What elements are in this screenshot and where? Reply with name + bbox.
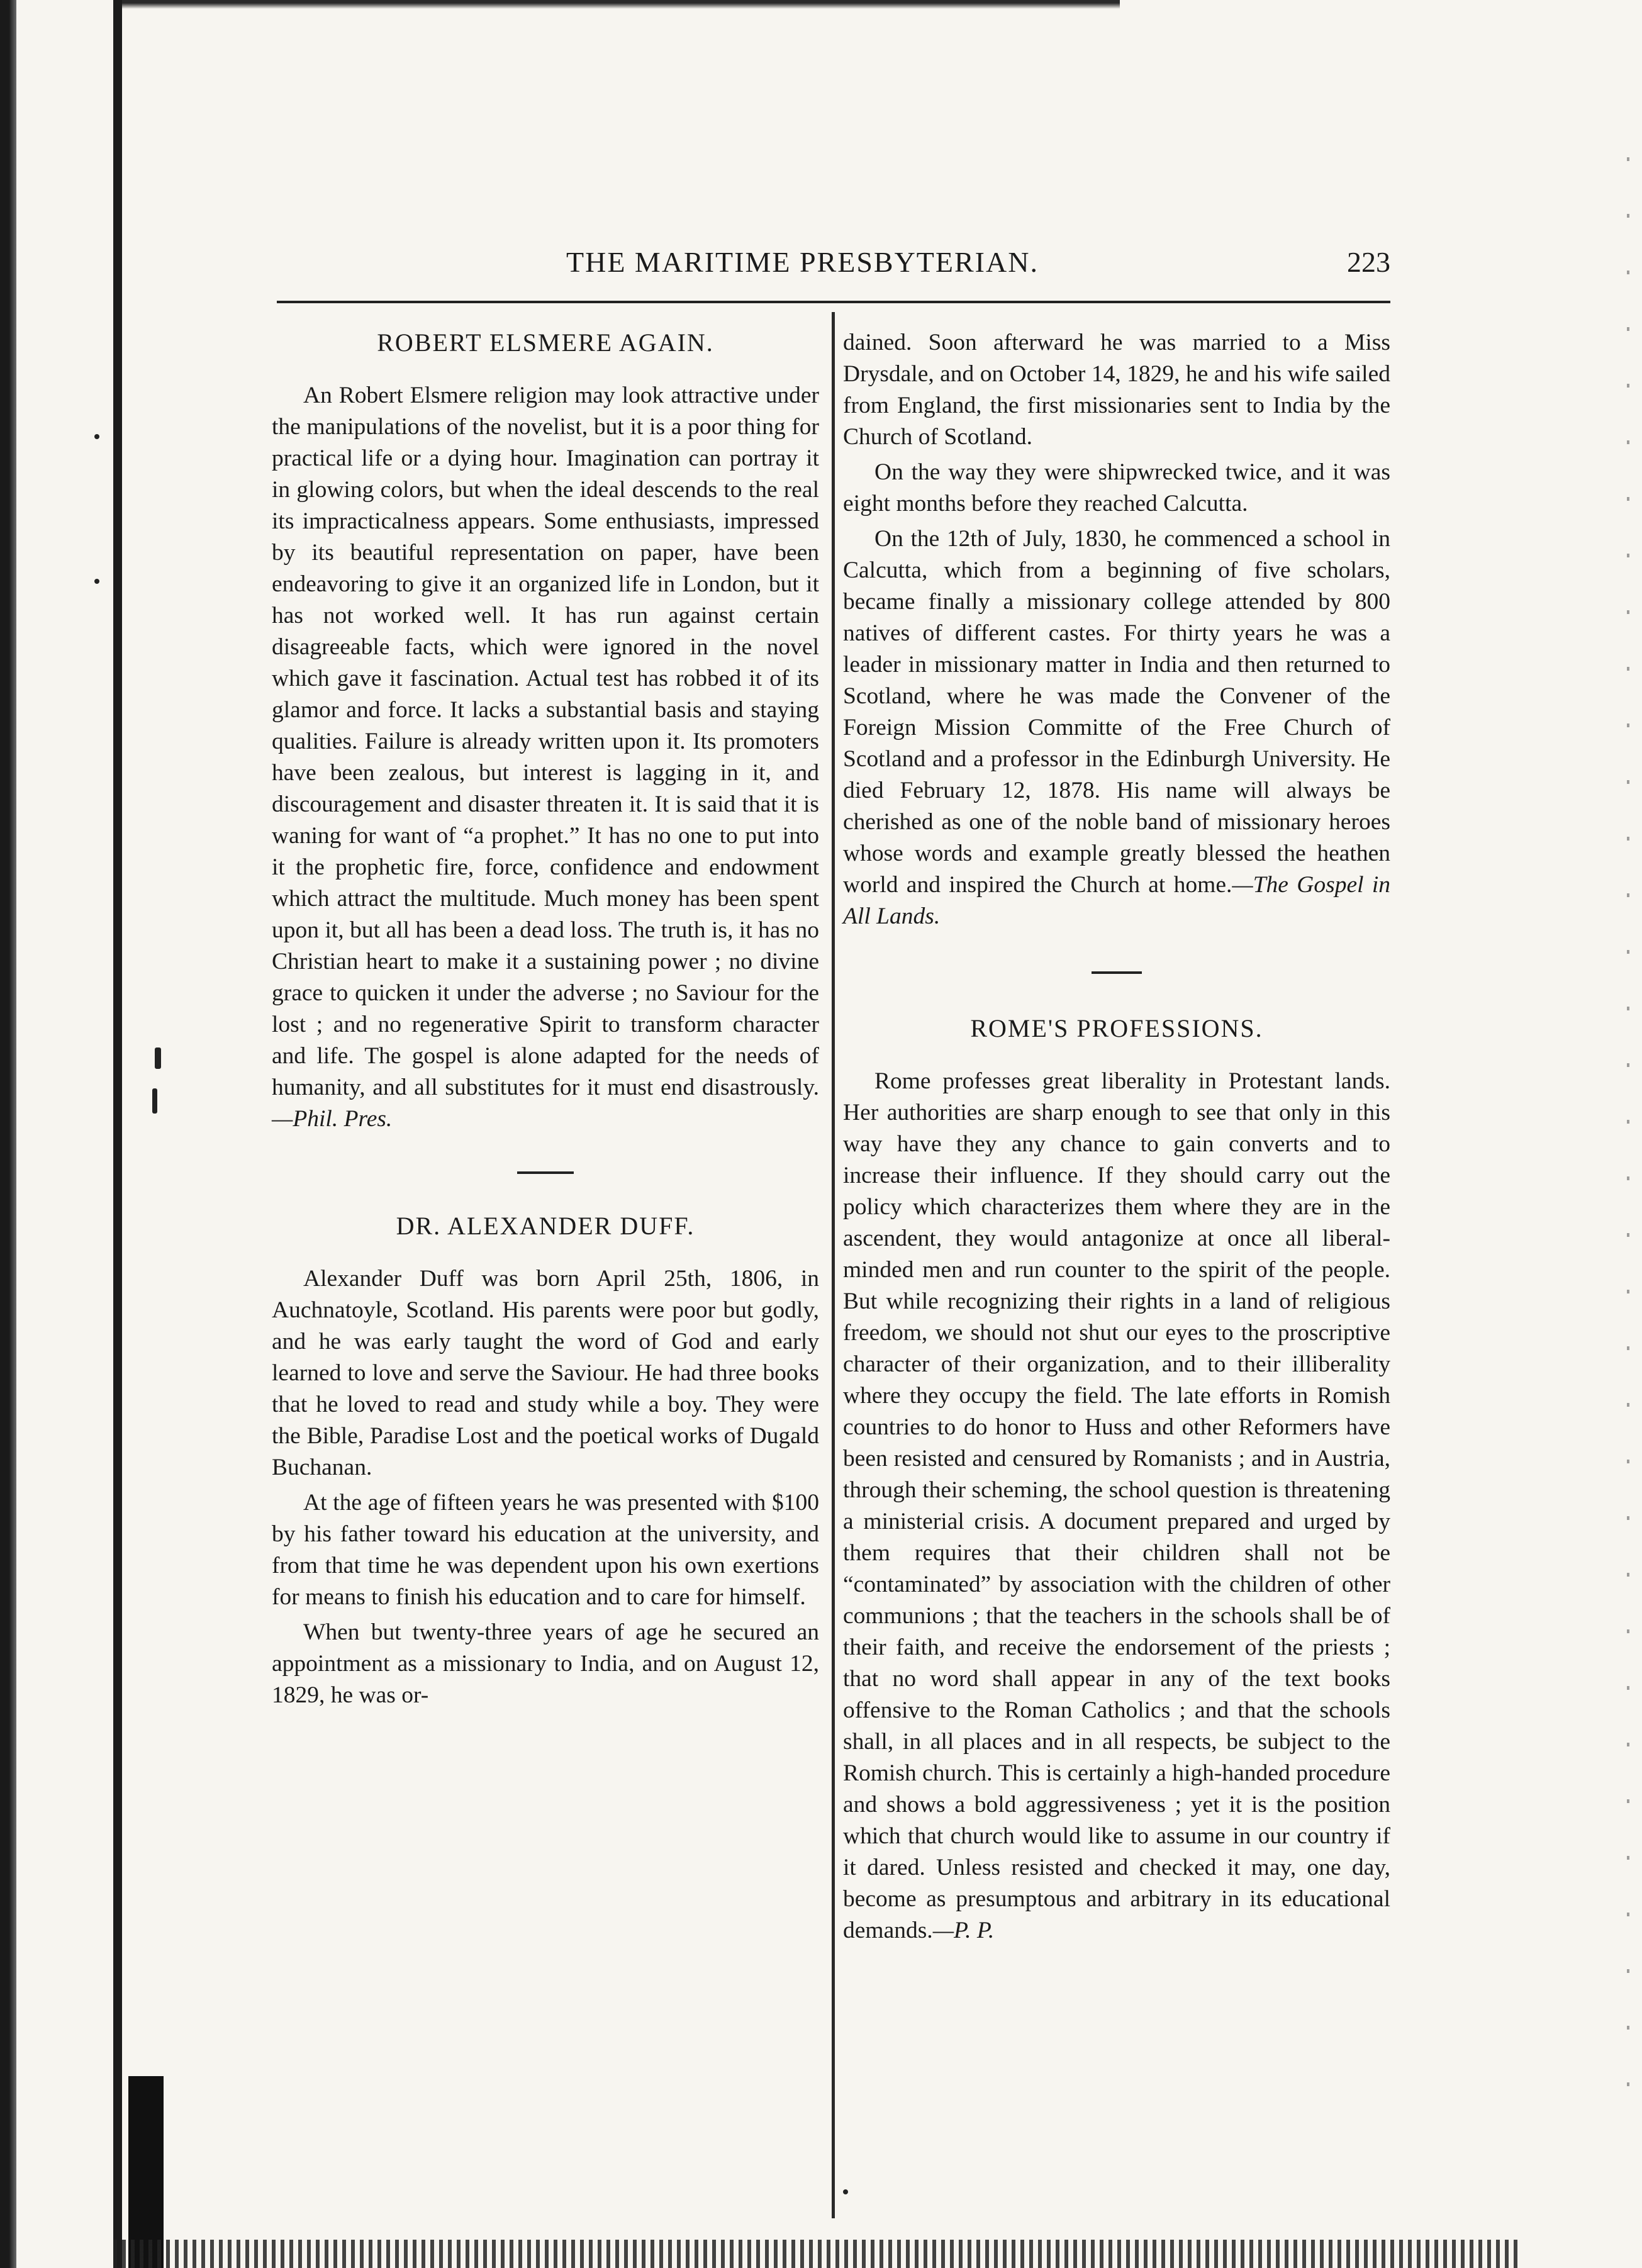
- scan-right-speckle: [1627, 157, 1629, 2108]
- header-rule: [277, 301, 1390, 303]
- scan-speck: [843, 2189, 848, 2194]
- article-separator: [1092, 971, 1142, 974]
- article-paragraph: At the age of fifteen years he was presented with $100 by his father toward his education at the university, and from that time he was dependent upon his own exertions for means to finish his education and to care for himself.: [272, 1490, 819, 1610]
- article-paragraph: [843, 523, 1390, 932]
- article-body-text: An Robert Elsmere religion may look attractive under the manipulations of the novelist, but it is a poor thing for practical life or a dying hour. Imagination can portray it in glowing colors, but when the ideal descends to the real its impracticalness appears. Some enthusiasts, impressed by its beautiful representation on paper, have been endeavoring to give it an organized life in London, but it has not worked well. It has run against certain disagreeable facts, which were ignored in the novel which gave it fascination. Actual test has robbed it of its glamor and force. It lacks a substantial basis and staying qualities. Failure is already written upon it. Its promoters have been zealous, but interest is lagging in it, and discouragement and disaster threaten it. It is said that it is waning for want of “a prophet.” It has no one to put into it the prophetic fire, force, confidence and endowment which attract the multitude. Much money has been spent upon it, but all has been a dead loss. The truth is, it has no Christian heart to make it a sustaining power ; no divine grace to quicken it under the adverse ; no Saviour for the lost ; and no regenerative Spirit to transform character and life. The gospel is alone adapted for the needs of humanity, and all substitutes for it must end disastrously.: [272, 383, 819, 1100]
- scan-speck: [152, 1088, 157, 1114]
- scan-left-edge: [0, 0, 16, 2268]
- article-body: [843, 1066, 1390, 1947]
- left-column: [272, 327, 819, 1715]
- article-title: DR. ALEXANDER DUFF.: [396, 1212, 695, 1240]
- article-romes-professions: [843, 1013, 1390, 1947]
- article-title: ROME'S PROFESSIONS.: [970, 1014, 1263, 1042]
- article-paragraph: Alexander Duff was born April 25th, 1806, in Auchnatoyle, Scotland. His parents were poor but godly, and he was early taught the word of God and early learned to love and serve the Saviour. He had three books that he loved to read and study while a boy. They were the Bible, Paradise Lost and the poetical works of Dugald Buchanan.: [272, 1266, 819, 1480]
- article-paragraph: On the way they were shipwrecked twice, and it was eight months before they reached Calcutta.: [843, 459, 1390, 517]
- scan-bottom-smudge: [113, 2240, 1522, 2268]
- page-header: [0, 245, 1390, 296]
- scan-speck: [94, 579, 99, 584]
- scan-speck: [155, 1047, 161, 1069]
- article-alexander-duff-continued: [843, 327, 1390, 932]
- article-source: —P. P.: [932, 1918, 995, 1943]
- article-source: —The Gospel in All Lands.: [843, 872, 1391, 929]
- article-paragraph: dained. Soon afterward he was married to a Miss Drysdale, and on October 14, 1829, he and his wife sailed from England, the first missionaries sent to India by the Church of Scotland.: [843, 330, 1390, 450]
- article-robert-elsmere: [272, 327, 819, 1135]
- running-title: THE MARITIME PRESBYTERIAN.: [566, 246, 1039, 278]
- article-separator: [517, 1171, 574, 1174]
- scan-binding-shadow: [113, 0, 122, 2268]
- article-title: ROBERT ELSMERE AGAIN.: [377, 328, 714, 357]
- article-alexander-duff: [272, 1210, 819, 1711]
- article-paragraph-text: On the 12th of July, 1830, he commenced a school in Calcutta, which from a beginning of five scholars, became finally a missionary college attended by 800 natives of different castes. For thirty years he was a leader in missionary matter in India and then returned to Scotland, where he was made the Convener of the Foreign Mission Committe of the Free Church of Scotland and a professor in the Edinburgh University. He died February 12, 1878. His name will always be cherished as one of the noble band of missionary heroes whose words and example greatly blessed the heathen world and inspired the Church at home.: [843, 526, 1390, 898]
- right-column: [843, 327, 1390, 1950]
- article-source: —Phil. Pres.: [272, 1106, 393, 1132]
- scan-top-smudge: [113, 0, 1120, 9]
- article-body: [272, 380, 819, 1135]
- page-number: 223: [1347, 246, 1390, 278]
- article-paragraph: When but twenty-three years of age he secured an appointment as a missionary to India, and on August 12, 1829, he was or-: [272, 1619, 819, 1708]
- column-divider: [832, 312, 835, 2218]
- article-body-text: Rome professes great liberality in Protestant lands. Her authorities are sharp enough to see that only in this way have they any chance to gain converts and to increase their influence. If they should carry out the policy which characterizes them where they are in the ascendent, they would antagonize at once all liberal-minded men and run counter to the spirit of the people. But while recognizing their rights in a land of religious freedom, we should not shut our eyes to the proscriptive character of their organization, and to their illiberality where they occupy the field. The late efforts in Romish countries to do honor to Huss and other Reformers have been resisted and censured by Romanists ; and in Austria, through their scheming, the school question is threatening a ministerial crisis. A document prepared and urged by them requires that their children shall not be “contaminated” by association with the children of other communions ; that the teachers in the schools shall be of their faith, and receive the endorsement of the priests ; that no word shall appear in any of the text books offensive to the Roman Catholics ; and that the schools shall, in all places and in all respects, be subject to the Romish church. This is certainly a high-handed procedure and shows a bold aggressiveness ; yet it is the position which that church would like to assume in our country if it dared. Unless resisted and checked it may, one day, become as presumptous and arbitrary in its educational demands.: [843, 1068, 1390, 1943]
- scan-speck: [94, 434, 99, 439]
